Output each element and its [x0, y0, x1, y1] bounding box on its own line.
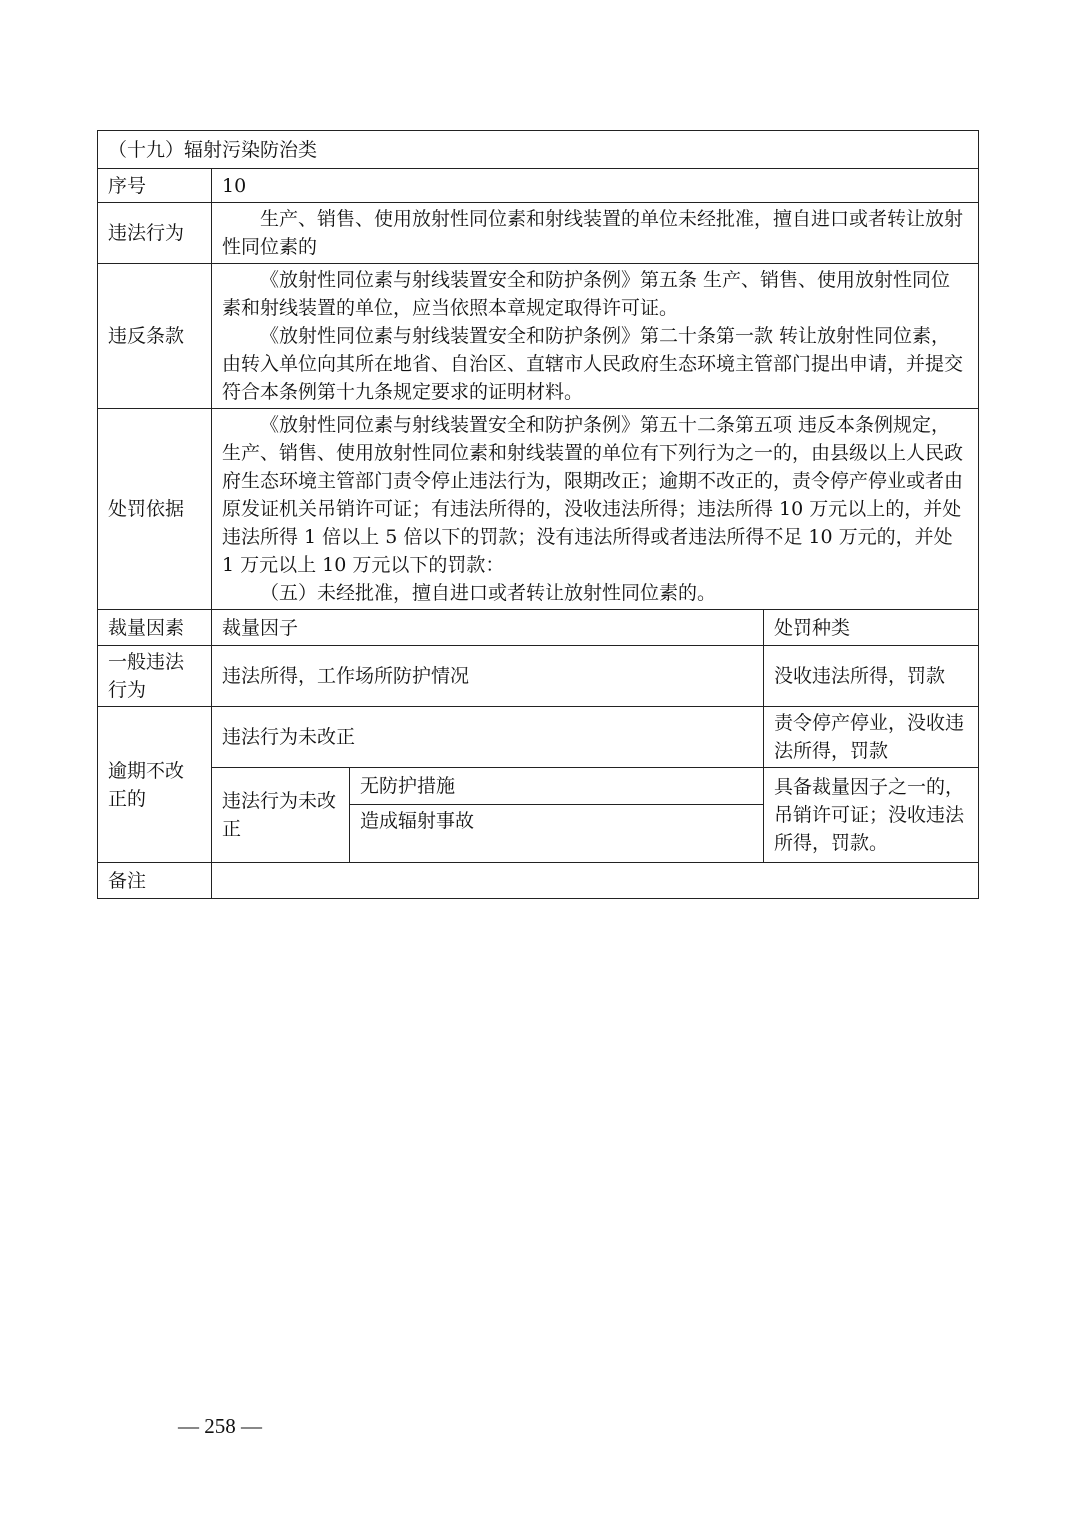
penalty-type-header: 处罚种类: [764, 610, 979, 646]
overdue-penalty-1: 责令停产停业，没收违法所得，罚款: [764, 707, 979, 768]
serial-value: 10: [212, 169, 979, 203]
behavior-paragraph: 生产、销售、使用放射性同位素和射线装置的单位未经批准，擅自进口或者转让放射性同位素的: [222, 208, 964, 258]
remarks-value: [212, 863, 979, 899]
overdue-factor-1: 违法行为未改正: [212, 707, 764, 768]
serial-label: 序号: [98, 169, 212, 203]
sub-factor-no-protection: 无防护措施: [350, 768, 764, 805]
sub-factor-accident: 造成辐射事故: [350, 805, 764, 863]
behavior-text: [212, 203, 979, 264]
general-label: 一般违法行为: [98, 646, 212, 707]
page-number: — 258 —: [178, 1414, 262, 1438]
basis-text: [212, 409, 979, 610]
discretion-label: 裁量因素: [98, 610, 212, 646]
remarks-label: 备注: [98, 863, 212, 899]
basis-label: 处罚依据: [98, 409, 212, 610]
penalty-table: [97, 130, 979, 899]
articles-paragraph: 《放射性同位素与射线装置安全和防护条例》第二十条第一款 转让放射性同位素，由转入单位向其所在地省、自治区、直辖市人民政府生态环境主管部门提出申请，并提交符合本条例第十九条规定要求的证明材料。: [222, 325, 964, 403]
factor-header: 裁量因子: [212, 610, 764, 646]
general-penalty: 没收违法所得，罚款: [764, 646, 979, 707]
general-factor: 违法所得，工作场所防护情况: [212, 646, 764, 707]
overdue-penalty-2: 具备裁量因子之一的，吊销许可证；没收违法所得，罚款。: [764, 768, 979, 863]
behavior-label: 违法行为: [98, 203, 212, 264]
articles-label: 违反条款: [98, 264, 212, 409]
section-title: （十九）辐射污染防治类: [98, 131, 979, 169]
basis-paragraph: （五）未经批准，擅自进口或者转让放射性同位素的。: [260, 582, 717, 604]
overdue-factor-2: 违法行为未改正: [212, 768, 350, 863]
articles-paragraph: 《放射性同位素与射线装置安全和防护条例》第五条 生产、销售、使用放射性同位素和射线装置的单位，应当依照本章规定取得许可证。: [222, 269, 951, 319]
overdue-label: 逾期不改正的: [98, 707, 212, 863]
articles-text: [212, 264, 979, 409]
basis-paragraph: 《放射性同位素与射线装置安全和防护条例》第五十二条第五项 违反本条例规定，生产、销售、使用放射性同位素和射线装置的单位有下列行为之一的，由县级以上人民政府生态环境主管部门责令停止违法行为，限期改正；逾期不改正的，责令停产停业或者由原发证机关吊销许可证；有违法所得的，没收违法所得；违法所得 10 万元以上的，并处违法所得 1 倍以上 5 倍以下的罚款；没有违法所得或者违法所得不足 10 万元的，并处 1 万元以上 10 万元以下的罚款：: [222, 414, 964, 576]
